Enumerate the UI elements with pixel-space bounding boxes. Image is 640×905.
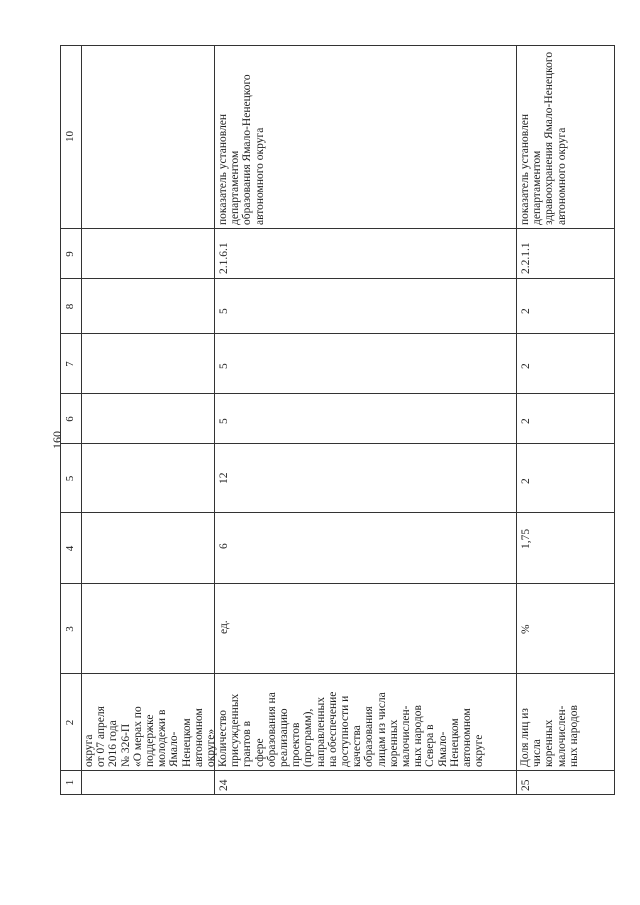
row2-col6: 5 (218, 418, 230, 424)
row2-col7: 5 (218, 363, 230, 369)
header-col-4: 4 (64, 545, 76, 552)
header-col-10: 10 (64, 131, 76, 142)
row3-indicator: Доля лиц из числа коренных малочислен- ных народов (519, 705, 580, 767)
row2-number: 24 (218, 779, 230, 791)
row3-col7: 2 (520, 363, 532, 369)
row3-unit: % (520, 624, 532, 634)
header-col-8: 8 (64, 303, 76, 310)
header-col-3: 3 (64, 626, 76, 632)
header-col-1: 1 (64, 779, 76, 786)
row3-col8: 2 (520, 308, 532, 314)
row3-col5: 2 (520, 478, 532, 484)
row2-indicator: Количество присужденных грантов в сфере образования на реализацию проектов (программ), направленных на обеспечение доступности и качества образования лицам из числа коренных малочислен- ных народов Севера в Ямало- Ненецком автономном округе (217, 691, 486, 767)
rotated-table-frame (60, 45, 615, 795)
row2-col9: 2.1.6.1 (218, 242, 230, 274)
row3-number: 25 (520, 779, 532, 791)
row1-indicator: округа от 07 апреля 2016 года № 326-П «О мерах по поддержке молодежи в Ямало- Ненецком автономном округе» (83, 706, 218, 767)
row3-col9: 2.2.1.1 (520, 242, 532, 274)
row2-col4: 6 (218, 543, 230, 549)
header-col-7: 7 (64, 361, 76, 367)
page-number: 160 (50, 431, 64, 449)
row3-note: показатель установлен департаментом здравоохранения Ямало-Ненецкого автономного округа (519, 51, 568, 225)
row2-note: показатель установлен департаментом образования Ямало-Ненецкого автономного округа (217, 74, 266, 225)
row3-col6: 2 (520, 418, 532, 424)
header-col-2: 2 (64, 719, 76, 726)
row2-col8: 5 (218, 308, 230, 314)
row3-col4: 1,75 (520, 528, 532, 549)
data-table (60, 45, 615, 795)
header-col-5: 5 (64, 475, 76, 482)
header-col-9: 9 (64, 251, 76, 257)
row2-unit: ед. (218, 620, 230, 634)
header-col-6: 6 (64, 416, 76, 422)
row2-col5: 12 (218, 472, 230, 484)
